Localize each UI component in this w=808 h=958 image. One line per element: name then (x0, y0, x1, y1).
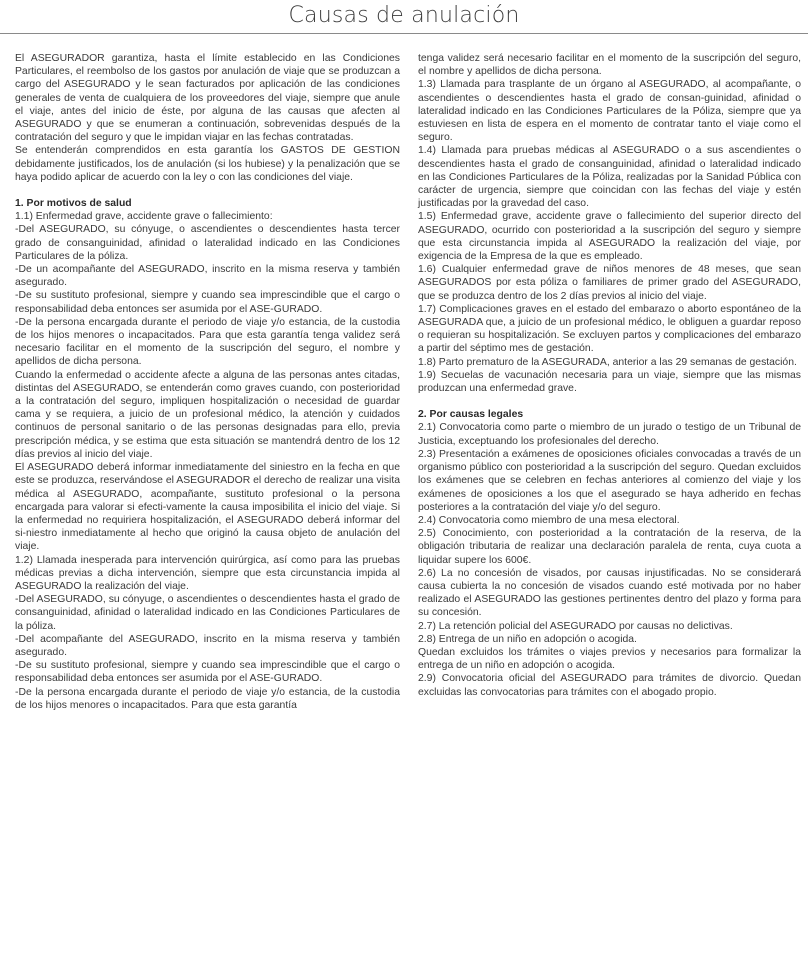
clause-paragraph: 1.9) Secuelas de vacunación necesaria para un viaje, siempre que las mismas produzcan una enfermedad grave. (418, 369, 801, 395)
clause-paragraph: -De la persona encargada durante el periodo de viaje y/o estancia, de la custodia de los hijos menores o incapacitados. Para que esta garantía (15, 686, 400, 711)
clause-paragraph: 2.5) Conocimiento, con posterioridad a la contratación de la reserva, de la obligación tributaria de realizar una declaración paralela de renta, cuya cuota a liquidar supere los 600€. (418, 528, 801, 566)
clause-paragraph: -Del ASEGURADO, su cónyuge, o ascendientes o descendientes hasta tercer grado de consanguinidad, afinidad o lateralidad indicado en las Condiciones Particulares de la póliza. (15, 224, 400, 262)
clause-paragraph: 1.2) Llamada inesperada para intervención quirúrgica, así como para las pruebas médicas previas a dicha intervención, siempre que esta circunstancia impida al ASEGURADO la realización del viaje. (15, 554, 400, 592)
clause-paragraph: -Del ASEGURADO, su cónyuge, o ascendientes o descendientes hasta el grado de consanguinidad, afinidad o lateralidad indicado en las Condiciones Particulares de la póliza. (15, 594, 400, 632)
clause-paragraph: Quedan excluidos los trámites o viajes previos y necesarios para formalizar la entrega de un niño en adopción o acogida. (418, 646, 801, 672)
clause-paragraph: El ASEGURADO deberá informar inmediatamente del siniestro en la fecha en que este se produzca, reservándose el ASEGURADOR el derecho de realizar una visita médica al ASEGURADO, acompañante, sustituto profesional o la persona encargada para valorar si efecti-vamente la causa imposibilita el inicio del viaje. Si la enfermedad no requiriera hospitalización, el ASEGURADO deberá informar del si-niestro inmediatamente al hecho que originó la causa objeto de anulación del viaje. (15, 462, 400, 553)
clause-paragraph: 1.1) Enfermedad grave, accidente grave o fallecimiento: (15, 211, 273, 223)
intro-paragraph: El ASEGURADOR garantiza, hasta el límite establecido en las Condiciones Particulares, el reembolso de los gastos por anulación de viaje que se produzcan a cargo del ASEGURADO y le sean facturados por aplicación de las condiciones generales de venta de cualquiera de los proveedores del viaje, siempre que anule el viaje, antes del inicio de éste, por alguna de las causas que afecten al ASEGURADO y que se enumeran a continuación, sobrevenidas después de la contratación del seguro y que le impidan viajar en las fechas contratadas. (15, 53, 400, 144)
clause-paragraph: tenga validez será necesario facilitar en el momento de la suscripción del seguro, el nombre y apellidos de dicha persona. (418, 53, 801, 78)
clause-paragraph: Cuando la enfermedad o accidente afecte a alguna de las personas antes citadas, distintas del ASEGURADO, se entenderán como graves cuando, con posterioridad a la contratación del seguro, impliquen hospitalización o necesidad de guardar cama y se requiera, a juicio de un profesional médico, la atención y cuidados continuos de personal sanitario o de las personas designadas para ello, previa prescripción médica, y se estima que esta situación se mantendrá dentro de los 12 días previos al inicio del viaje. (15, 369, 400, 460)
clause-paragraph: 2.3) Presentación a exámenes de oposiciones oficiales convocadas a través de un organismo público con posterioridad a la suscripción del seguro. Quedan excluidos los exámenes que se celebren en fechas anteriores al comienzo del viaje y los exámenes de oposiciones a los que el asegurado se haya adherido en fechas posteriores a la contratación del viaje y/o del seguro. (418, 448, 801, 513)
right-column (418, 52, 801, 699)
clause-paragraph: 2.6) La no concesión de visados, por causas injustificadas. No se considerará causa cubierta la no concesión de visados cuando esté motivada por no haber realizado el ASEGURADO las gestiones pertinentes dentro del plazo y forma para su concesión. (418, 567, 801, 619)
title-bar (0, 0, 808, 34)
clause-paragraph: 2.4) Convocatoria como miembro de una mesa electoral. (418, 514, 680, 526)
left-column (15, 52, 400, 712)
clause-paragraph: -De su sustituto profesional, siempre y cuando sea imprescindible que el cargo o responsabilidad deba entonces ser asumida por el ASE-GURADO. (15, 290, 400, 315)
clause-paragraph: 1.4) Llamada para pruebas médicas al ASEGURADO o a sus ascendientes o descendientes hasta el grado de consanguinidad, afinidad o lateralidad indicado en las Condiciones Particulares de la Póliza, realizadas por la Sanidad Pública con carácter de urgencia, siempre que coincidan con las fechas del viaje y estén justificadas por la gravedad del caso. (418, 145, 801, 210)
clause-paragraph: -De su sustituto profesional, siempre y cuando sea imprescindible que el cargo o responsabilidad deba entonces ser asumida por el ASE-GURADO. (15, 660, 400, 685)
intro-paragraph: Se entenderán comprendidos en esta garantía los GASTOS DE GESTION debidamente justificados, los de anulación (si los hubiese) y la penalización que se haya podido aplicar de acuerdo con la ley o con las condiciones del viaje. (15, 145, 400, 183)
clause-paragraph: -Del acompañante del ASEGURADO, inscrito en la misma reserva y también asegurado. (15, 633, 400, 658)
section-heading-legal: 2. Por causas legales (418, 409, 524, 421)
clause-paragraph: 2.9) Convocatoria oficial del ASEGURADO para trámites de divorcio. Quedan excluidas las convocatorias para trámites con el abogado propio. (418, 673, 801, 698)
clause-paragraph: 1.5) Enfermedad grave, accidente grave o fallecimiento del superior directo del ASEGURADO, ocurrido con posterioridad a la suscripción del seguro y siempre que esta circunstancia impida al ASEGURADO la realización del viaje, por exigencia de la Empresa de la que es empleado. (418, 211, 801, 263)
clause-paragraph: -De la persona encargada durante el periodo de viaje y/o estancia, de la custodia de los hijos menores o incapacitados. Para que esta garantía tenga validez será necesario facilitar en el momento de la suscripción del seguro, el nombre y apellidos de dicha persona. (15, 316, 400, 368)
clause-paragraph: 1.6) Cualquier enfermedad grave de niños menores de 48 meses, que sean ASEGURADOS por esta póliza o familiares de primer grado del ASEGURADO, que se produzca dentro de los 2 días previos al inicio del viaje. (418, 264, 801, 302)
clause-paragraph: 2.8) Entrega de un niño en adopción o acogida. (418, 633, 637, 645)
clause-paragraph: 1.3) Llamada para trasplante de un órgano al ASEGURADO, al acompañante, o ascendientes o descendientes hasta el grado de consan-guinidad, afinidad o lateralidad indicado en las Condiciones Particulares de la Póliza, siempre que ya estuviesen en lista de espera en el momento de contratar tanto el viaje como el seguro. (418, 79, 801, 144)
clause-paragraph: -De un acompañante del ASEGURADO, inscrito en la misma reserva y también asegurado. (15, 264, 400, 289)
page-title: Causas de anulación (288, 3, 520, 28)
clause-paragraph: 2.7) La retención policial del ASEGURADO por causas no delictivas. (418, 620, 733, 632)
clause-paragraph: 1.8) Parto prematuro de la ASEGURADA, anterior a las 29 semanas de gestación. (418, 356, 797, 368)
clause-paragraph: 2.1) Convocatoria como parte o miembro de un jurado o testigo de un Tribunal de Justicia, exceptuando los profesionales del derecho. (418, 422, 801, 447)
section-heading-health: 1. Por motivos de salud (15, 198, 132, 210)
clause-paragraph: 1.7) Complicaciones graves en el estado del embarazo o aborto espontáneo de la ASEGURADA que, a juicio de un profesional médico, le obliguen a guardar reposo o requieran su hospitalización. Se excluyen partos y complicaciones del embarazo a partir del séptimo mes de gestación. (418, 303, 801, 355)
